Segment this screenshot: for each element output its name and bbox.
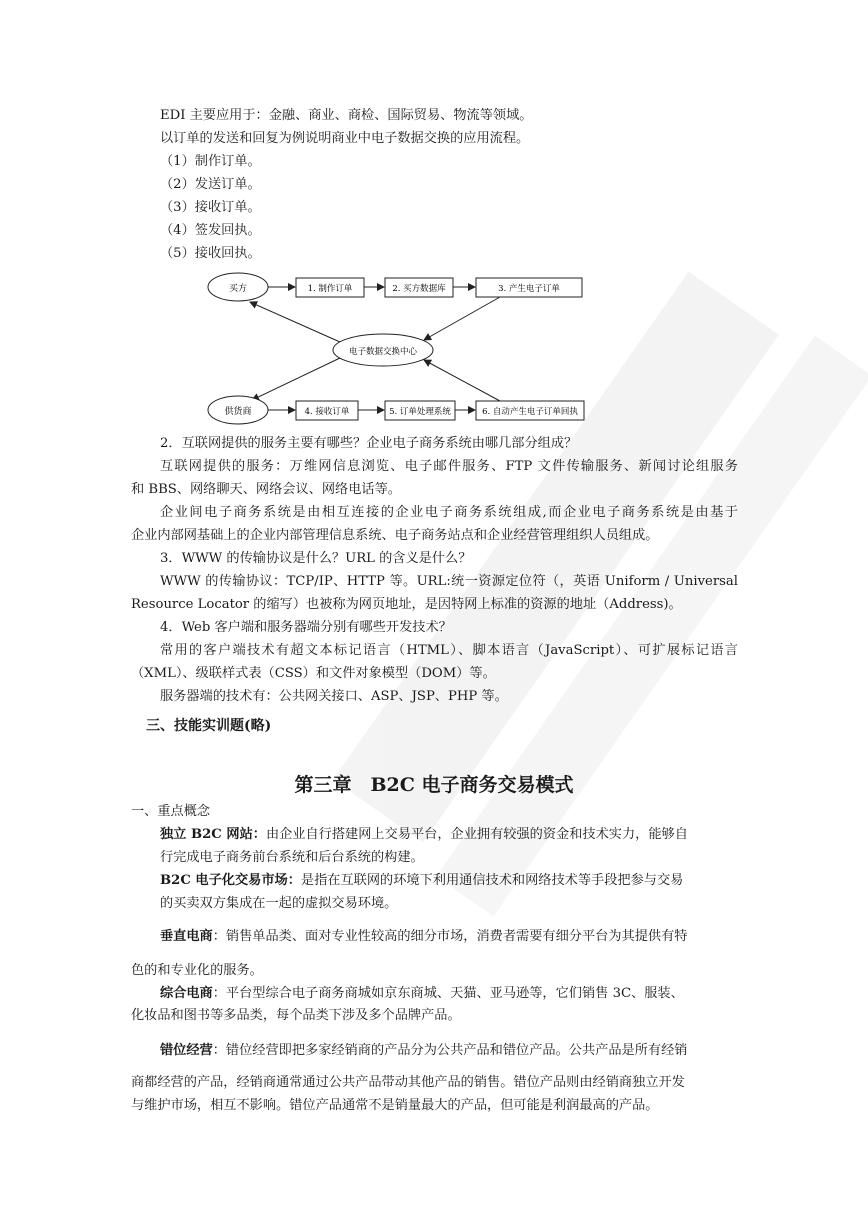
buyer-label: 买方 [228,284,248,294]
edi-flow-diagram [200,268,600,428]
edi-step: （1）制作订单。 [160,154,261,169]
q2-answer-2: 企业间电子商务系统是由相互连接的企业电子商务系统组成,而企业电子商务系统是由基于 [160,505,738,520]
concept-vertical-ecommerce-cont: 色的和专业化的服务。 [131,963,263,978]
supplier-label: 供货商 [224,407,252,417]
concept-differentiated-operation-cont: 与维护市场，相互不影响。错位产品通常不是销量最大的产品，但可能是利润最高的产品。 [131,1098,659,1113]
section-3-heading: 三、技能实训题(略) [146,718,272,734]
concept-term: 综合电商 [160,986,213,1001]
edi-step: （4）签发回执。 [160,223,261,238]
q4-answer-2: 服务器端的技术有：公共网关接口、ASP、JSP、PHP 等。 [160,689,508,704]
q4-answer-1-cont: （XML）、级联样式表（CSS）和文件对象模型（DOM）等。 [131,666,496,681]
q3-answer: WWW 的传输协议：TCP/IP、HTTP 等。URL:统一资源定位符（，英语 Uniform / Universal [160,574,738,589]
question-3: 3．WWW 的传输协议是什么？URL 的含义是什么？ [160,551,472,566]
edi-step: （3）接收订单。 [160,200,261,215]
edi-flow-intro: 以订单的发送和回复为例说明商业中电子数据交换的应用流程。 [160,131,530,146]
edi-step: （5）接收回执。 [160,246,261,261]
concept-text: 是指在互联网的环境下利用通信技术和网络技术等手段把参与交易 [300,873,684,888]
concept-comprehensive-ecommerce-cont: 化妆品和图书等多品类，每个品类下涉及多个品牌产品。 [131,1008,461,1023]
concept-b2c-market-cont: 的买卖双方集成在一起的虚拟交易环境。 [160,896,398,911]
concept-independent-b2c [160,826,688,844]
question-2: 2．互联网提供的服务主要有哪些？企业电子商务系统由哪几部分组成？ [160,436,578,451]
concept-term: 错位经营 [160,1043,213,1058]
step-box-1-label: 1. 制作订单 [307,284,353,294]
q4-answer-1: 常用的客户端技术有超文本标记语言（HTML）、脚本语言（JavaScript）、可扩展标记语言 [160,643,738,658]
concept-text: ：销售单品类、面对专业性较高的细分市场，消费者需要有细分平台为其提供有特 [212,929,688,944]
concept-text: ：平台型综合电子商务商城如京东商城、天猫、亚马逊等，它们销售 3C、服装、 [212,986,684,1001]
concept-independent-b2c-cont: 行完成电子商务前台系统和后台系统的构建。 [160,850,424,865]
step-box-2-label: 2. 买方数据库 [392,284,446,294]
q2-answer-1-cont: 和 BBS、网络聊天、网络会议、网络电话等。 [131,482,401,497]
step-box-6-label: 6. 自动产生电子订单回执 [482,407,578,417]
concept-term: B2C 电子化交易市场： [160,873,301,888]
step-box-4-label: 4. 接收订单 [304,407,350,417]
concept-b2c-market [160,872,683,890]
concept-comprehensive-ecommerce [160,985,684,1003]
concept-term: 垂直电商 [160,929,213,944]
step-box-5-label: 5. 订单处理系统 [389,407,451,417]
concept-text: ：错位经营即把多家经销商的产品分为公共产品和错位产品。公共产品是所有经销 [212,1043,688,1058]
concept-differentiated-operation [160,1042,688,1060]
key-concepts-heading: 一、重点概念 [131,804,211,819]
step-box-3-label: 3. 产生电子订单 [498,284,560,294]
chapter-title: 第三章 B2C 电子商务交易模式 [294,774,574,796]
edi-usage: EDI 主要应用于：金融、商业、商检、国际贸易、物流等领域。 [160,108,533,123]
concept-vertical-ecommerce [160,928,688,946]
edi-step: （2）发送订单。 [160,177,261,192]
q2-answer-1: 互联网提供的服务：万维网信息浏览、电子邮件服务、FTP 文件传输服务、新闻讨论组服务 [160,459,738,474]
edi-center-label: 电子数据交换中心 [348,347,418,357]
q2-answer-2-cont: 企业内部网基础上的企业内部管理信息系统、电子商务站点和企业经营管理组织人员组成。 [131,528,659,543]
concept-text: 由企业自行搭建网上交易平台，企业拥有较强的资金和技术实力，能够自 [265,827,688,842]
concept-differentiated-operation-cont: 商都经营的产品，经销商通常通过公共产品带动其他产品的销售。错位产品则由经销商独立开发 [131,1075,685,1090]
concept-term: 独立 B2C 网站： [160,827,266,842]
q3-answer-cont: Resource Locator 的缩写）也被称为网页地址，是因特网上标准的资源的地址（Address)。 [131,597,682,612]
question-4: 4．Web 客户端和服务器端分别有哪些开发技术？ [160,620,452,635]
